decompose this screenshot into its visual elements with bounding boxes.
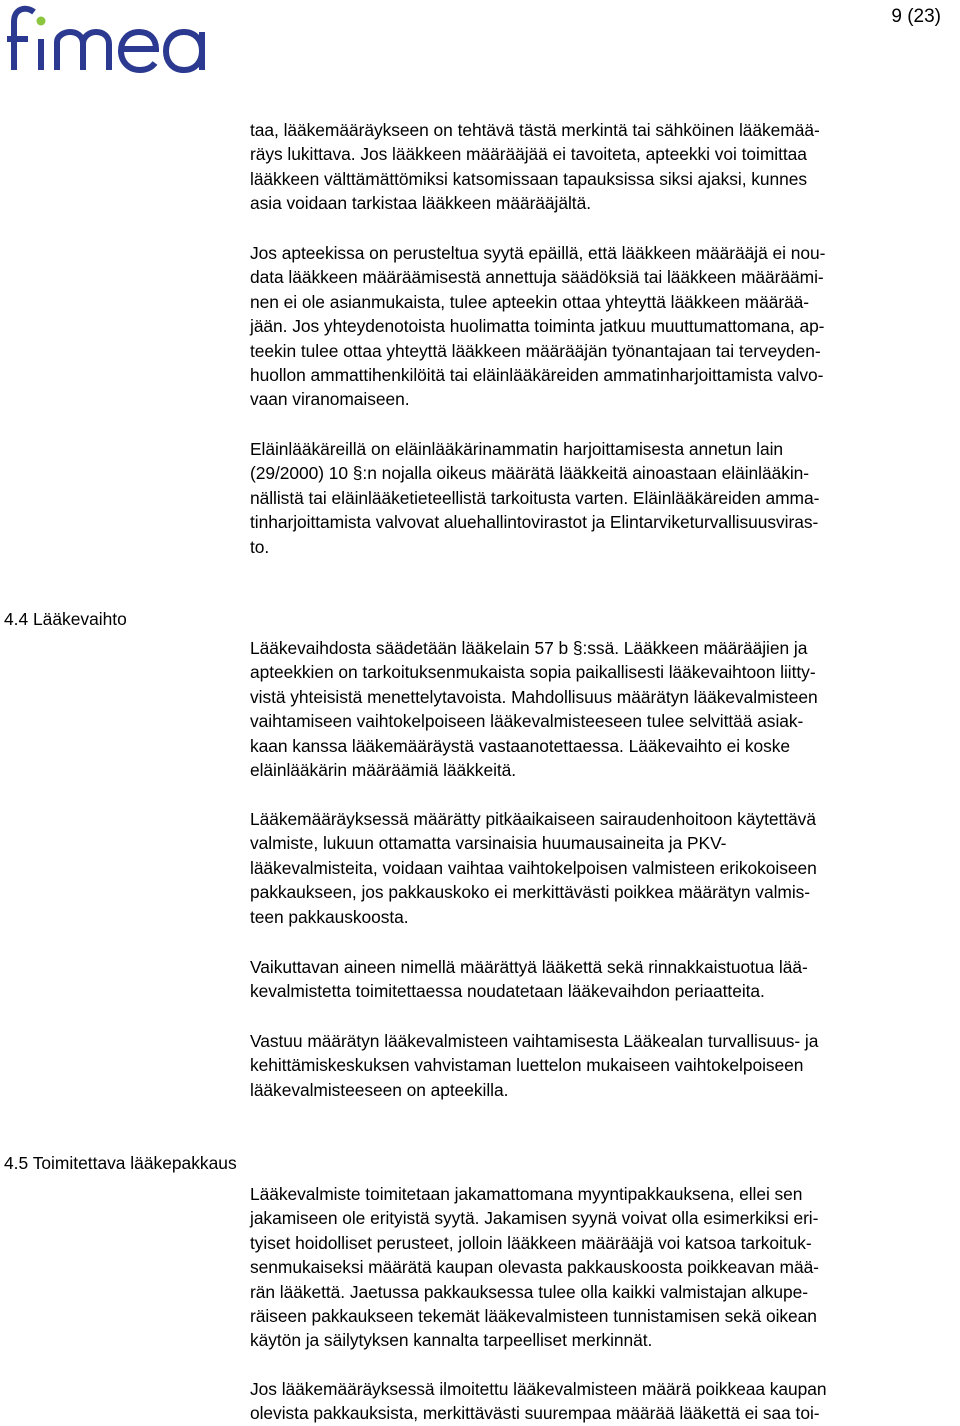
paragraph-1 — [250, 118, 952, 216]
page-number: 9 (23) — [891, 6, 941, 27]
section-4-4-paragraph-2 — [250, 807, 952, 929]
paragraph-text: Lääkevaihdosta säädetään lääkelain 57 b §:ssä. Lääkkeen määrääjien ja apteekkien on tarkoituksenmukaista sopia paikallisesti lääkevaihtoon liitty- vistä yhteisistä menettelytavoista. Mahdollisuus määrätyn lääkevalmisteen vaihtamiseen vaihtokelpoiseen lääkevalmisteeseen tulee selvittää asiak- kaan kanssa lääkemääräystä vastaanotettaessa. Lääkevaihto ei koske eläinlääkärin määräämiä lääkkeitä. — [250, 638, 818, 781]
paragraph-text: Jos apteekissa on perusteltua syytä epäillä, että lääkkeen määrääjä ei nou- data lääkkeen määräämisestä annettuja säädöksiä tai lääkkeen määräämi- nen ei ole asianmukaista, tulee apteekin ottaa yhteyttä lääkkeen määrää- jään. Jos yhteydenotoista huolimatta toiminta jatkuu muuttumattomana, ap- teekin tulee ottaa yhteyttä lääkkeen määrääjän työnantajaan tai terveyden- huollon ammattihenkilöitä tai eläinlääkäreiden ammatinharjoittamista valvo- vaan viranomaiseen. — [250, 243, 826, 410]
paragraph-text: Eläinlääkäreillä on eläinlääkärinammatin harjoittamisesta annetun lain (29/2000) 10 §:n nojalla oikeus määrätä lääkkeitä ainoastaan eläinlääkin- nällistä tai eläinlääketieteellistä tarkoitusta varten. Eläinlääkäreiden amma- tinharjoittamista valvovat aluehallintovirastot ja Elintarviketurvallisuusviras- to. — [250, 439, 820, 557]
paragraph-text: Lääkevalmiste toimitetaan jakamattomana myyntipakkauksena, ellei sen jakamiseen ole erityistä syytä. Jakamisen syynä voivat olla esimerkiksi eri- tyiset hoidolliset perusteet, jolloin lääkkeen määrääjä voi katsoa tarkoituk- senmukaiseksi määrätä kaupan olevasta pakkauskoosta poikkeavan mää- rän lääkettä. Jaetussa pakkauksessa tulee olla kaikki valmistajan alkupe- räiseen pakkaukseen tekemät lääkevalmisteen tunnistamisen sekä oikean käytön ja säilytyksen kannalta tarpeelliset merkinnät. — [250, 1184, 819, 1351]
fimea-logo — [4, 2, 210, 74]
section-4-4-paragraph-4 — [250, 1029, 952, 1102]
logo-dot-icon — [37, 17, 46, 26]
section-4-4-paragraph-3 — [250, 955, 952, 1004]
section-4-5-paragraph-2 — [250, 1377, 952, 1426]
paragraph-3 — [250, 437, 952, 559]
paragraph-text: Vastuu määrätyn lääkevalmisteen vaihtamisesta Lääkealan turvallisuus- ja kehittämiskeskuksen vahvistaman luettelon mukaiseen vaihtokelpoiseen lääkevalmisteeseen on apteekilla. — [250, 1031, 819, 1100]
section-heading-4-5: 4.5 Toimitettava lääkepakkaus — [4, 1153, 237, 1173]
paragraph-text: taa, lääkemääräykseen on tehtävä tästä merkintä tai sähköinen lääkemää- räys lukittava. Jos lääkkeen määrääjää ei tavoiteta, apteekki voi toimittaa lääkkeen välttämättömiksi katsomissaan tapauksissa siksi ajaksi, kunnes asia voidaan tarkistaa lääkkeen määrääjältä. — [250, 120, 820, 214]
paragraph-text: Jos lääkemääräyksessä ilmoitettu lääkevalmisteen määrä poikkeaa kaupan olevista pakkauksista, merkittävästi suurempaa määrää lääkettä ei saa toi- — [250, 1379, 827, 1424]
section-4-5-paragraph-1 — [250, 1182, 952, 1353]
section-4-4-paragraph-1 — [250, 636, 952, 782]
paragraph-text: Lääkemääräyksessä määrätty pitkäaikaiseen sairaudenhoitoon käytettävä valmiste, lukuun ottamatta varsinaisia huumausaineita ja PKV- lääkevalmisteita, voidaan vaihtaa vaihtokelpoisen valmisteen erikokoiseen pakkaukseen, jos pakkauskoko ei merkittävästi poikkea määrätyn valmis- teen pakkauskoosta. — [250, 809, 817, 927]
paragraph-2 — [250, 241, 952, 412]
section-heading-4-4: 4.4 Lääkevaihto — [4, 609, 127, 629]
paragraph-text: Vaikuttavan aineen nimellä määrättyä lääkettä sekä rinnakkaistuotua lää- kevalmistetta toimitettaessa noudatetaan lääkevaihdon periaatteita. — [250, 957, 808, 1002]
